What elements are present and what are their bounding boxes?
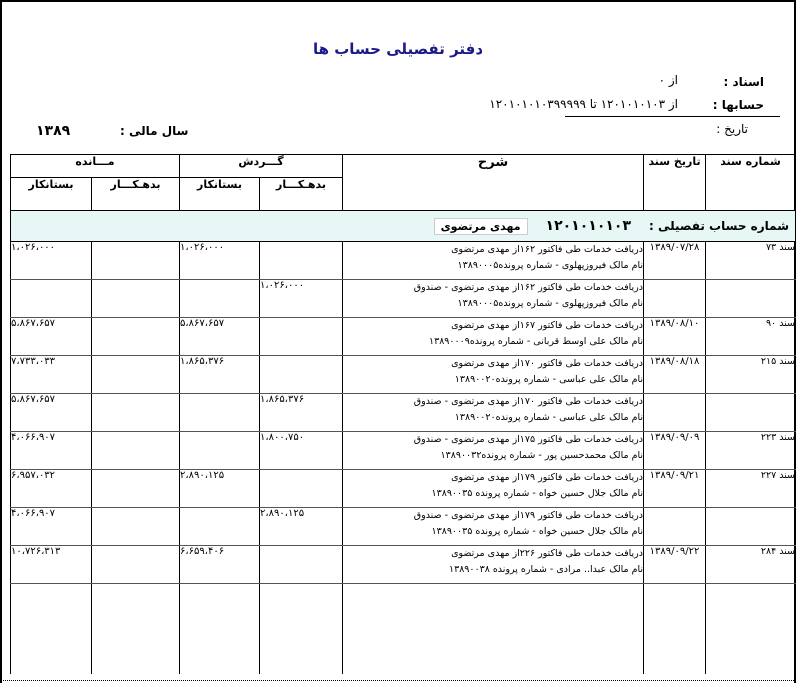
doc-date-cell [644, 508, 706, 546]
doc-date-cell [644, 280, 706, 318]
doc-no-cell: سند ۹۰ [706, 318, 796, 356]
turnover-header: گـــردش [180, 155, 343, 178]
balance-debit-cell [92, 280, 180, 318]
doc-date-cell: ۱۳۸۹/۰۸/۱۰ [644, 318, 706, 356]
accounts-label: حسابها : [712, 98, 764, 112]
description-cell [343, 242, 644, 280]
table-row [11, 242, 796, 280]
doc-no-cell [706, 394, 796, 432]
description-line-1: دریافت خدمات طی فاکتور ۱۷۰از مهدی مرتضوی - صندوق [413, 396, 644, 407]
doc-no-cell: سند ۲۸۴ [706, 546, 796, 584]
doc-no-cell: سند ۲۲۷ [706, 470, 796, 508]
debit-cell [260, 356, 343, 394]
description-cell [343, 432, 644, 470]
doc-no-header: شماره سند [706, 155, 796, 211]
account-name: مهدی مرتضوی [434, 218, 528, 235]
description-line-2: نام مالک علی اوسط قربانی - شماره پرونده۱۳۸۹۰۰۰۹ [429, 336, 644, 347]
description-cell [343, 394, 644, 432]
description-cell [343, 356, 644, 394]
credit-cell [180, 394, 260, 432]
description-line-2: نام مالک جلال حسین خواه - شماره پرونده ۱۳۸۹۰۰۳۵ [431, 488, 644, 499]
balance-debit-cell [92, 394, 180, 432]
doc-date-cell: ۱۳۸۹/۰۹/۲۱ [644, 470, 706, 508]
balance-credit-cell: ۴،۰۶۶،۹۰۷ [11, 432, 92, 470]
balance-debit-cell [92, 546, 180, 584]
description-cell [343, 280, 644, 318]
debit-cell: ۱،۸۶۵،۳۷۶ [260, 394, 343, 432]
date-label: تاریخ : [716, 122, 748, 136]
balance-credit-header: بستانکار [11, 178, 92, 211]
table-row [11, 394, 796, 432]
doc-date-header: تاریخ سند [644, 155, 706, 211]
frame-left-border [0, 0, 2, 683]
doc-no-cell [706, 280, 796, 318]
description-line-1: دریافت خدمات طی فاکتور ۱۶۲از مهدی مرتضوی [451, 244, 644, 255]
debit-cell: ۲،۸۹۰،۱۲۵ [260, 508, 343, 546]
debit-cell [260, 318, 343, 356]
turnover-debit-header: بدهـکـــار [260, 178, 343, 211]
description-line-2: نام مالک علی عباسی - شماره پرونده۱۳۸۹۰۰۲۰ [454, 412, 644, 423]
table-row [11, 470, 796, 508]
table-row [11, 546, 796, 584]
table-row [11, 356, 796, 394]
credit-cell: ۲،۸۹۰،۱۲۵ [180, 470, 260, 508]
balance-debit-cell [92, 242, 180, 280]
description-line-1: دریافت خدمات طی فاکتور ۱۷۵از مهدی مرتضوی - صندوق [413, 434, 644, 445]
balance-credit-cell: ۵،۸۶۷،۶۵۷ [11, 318, 92, 356]
description-header: شرح [343, 155, 644, 211]
doc-no-cell: سند ۲۱۵ [706, 356, 796, 394]
balance-header: مـــانده [11, 155, 180, 178]
header-underline [565, 116, 780, 117]
doc-no-cell [706, 508, 796, 546]
debit-cell: ۱،۸۰۰،۷۵۰ [260, 432, 343, 470]
accounts-value: از ۱۲۰۱۰۱۰۱۰۳ تا ۱۲۰۱۰۱۰۱۰۳۹۹۹۹۹ [489, 97, 678, 111]
description-line-2: نام مالک محمدحسین پور - شماره پرونده۱۳۸۹۰۰۳۲ [440, 450, 644, 461]
description-line-1: دریافت خدمات طی فاکتور ۱۷۰از مهدی مرتضوی [451, 358, 644, 369]
description-line-1: دریافت خدمات طی فاکتور ۱۷۹از مهدی مرتضوی [451, 472, 644, 483]
frame-top-border [0, 0, 796, 2]
table-row [11, 432, 796, 470]
credit-cell [180, 432, 260, 470]
description-cell [343, 318, 644, 356]
filler-row [11, 584, 796, 675]
doc-date-cell: ۱۳۸۹/۰۹/۲۲ [644, 546, 706, 584]
report-title: دفتر تفصیلی حساب ها [312, 40, 484, 58]
balance-debit-cell [92, 318, 180, 356]
ledger-table [10, 154, 796, 674]
ledger-rows [11, 242, 796, 584]
description-line-2: نام مالک علی عباسی - شماره پرونده۱۳۸۹۰۰۲۰ [454, 374, 644, 385]
description-cell [343, 470, 644, 508]
table-row [11, 280, 796, 318]
balance-credit-cell: ۵،۸۶۷،۶۵۷ [11, 394, 92, 432]
balance-credit-cell: ۴،۰۶۶،۹۰۷ [11, 508, 92, 546]
account-label: شماره حساب تفصیلی : [649, 219, 790, 233]
balance-debit-cell [92, 432, 180, 470]
doc-date-cell: ۱۳۸۹/۰۷/۲۸ [644, 242, 706, 280]
description-line-1: دریافت خدمات طی فاکتور ۱۶۷از مهدی مرتضوی [451, 320, 644, 331]
debit-cell [260, 242, 343, 280]
doc-no-cell: سند ۷۳ [706, 242, 796, 280]
credit-cell: ۵،۸۶۷،۶۵۷ [180, 318, 260, 356]
description-line-1: دریافت خدمات طی فاکتور ۱۶۲از مهدی مرتضوی - صندوق [413, 282, 644, 293]
debit-cell: ۱،۰۲۶،۰۰۰ [260, 280, 343, 318]
description-line-2: نام مالک عبدا.. مرادی - شماره پرونده ۱۳۸۹۰۰۳۸ [448, 564, 644, 575]
description-line-2: نام مالک فیروزپهلوی - شماره پرونده۱۳۸۹۰۰۰۵ [457, 260, 644, 271]
table-row [11, 508, 796, 546]
credit-cell [180, 508, 260, 546]
balance-credit-cell: ۷،۷۳۳،۰۳۳ [11, 356, 92, 394]
balance-debit-cell [92, 356, 180, 394]
doc-date-cell: ۱۳۸۹/۰۸/۱۸ [644, 356, 706, 394]
doc-date-cell [644, 394, 706, 432]
balance-debit-cell [92, 470, 180, 508]
account-row [11, 211, 796, 242]
fiscal-year-label: سال مالی : [120, 124, 189, 138]
documents-value: از ۰ [658, 73, 678, 87]
doc-no-cell: سند ۲۲۳ [706, 432, 796, 470]
debit-cell [260, 546, 343, 584]
balance-debit-header: بدهـکـــار [92, 178, 180, 211]
frame-bottom-dots [0, 680, 796, 681]
balance-debit-cell [92, 508, 180, 546]
fiscal-year-value: ۱۳۸۹ [36, 123, 71, 139]
description-cell [343, 546, 644, 584]
credit-cell [180, 280, 260, 318]
credit-cell: ۶،۶۵۹،۴۰۶ [180, 546, 260, 584]
balance-credit-cell [11, 280, 92, 318]
doc-date-cell: ۱۳۸۹/۰۹/۰۹ [644, 432, 706, 470]
turnover-credit-header: بستانکار [180, 178, 260, 211]
credit-cell: ۱،۰۲۶،۰۰۰ [180, 242, 260, 280]
description-line-1: دریافت خدمات طی فاکتور ۲۲۶از مهدی مرتضوی [451, 548, 644, 559]
description-line-1: دریافت خدمات طی فاکتور ۱۷۹از مهدی مرتضوی - صندوق [413, 510, 644, 521]
description-cell [343, 508, 644, 546]
credit-cell: ۱،۸۶۵،۳۷۶ [180, 356, 260, 394]
header-row-top [11, 155, 796, 178]
account-number: ۱۲۰۱۰۱۰۱۰۳ [545, 218, 631, 234]
balance-credit-cell: ۱۰،۷۲۶،۳۱۳ [11, 546, 92, 584]
balance-credit-cell: ۶،۹۵۷،۰۳۲ [11, 470, 92, 508]
documents-label: اسناد : [723, 75, 764, 89]
account-info [11, 211, 795, 241]
description-line-2: نام مالک فیروزپهلوی - شماره پرونده۱۳۸۹۰۰۰۵ [457, 298, 644, 309]
debit-cell [260, 470, 343, 508]
balance-credit-cell: ۱،۰۲۶،۰۰۰ [11, 242, 92, 280]
table-row [11, 318, 796, 356]
description-line-2: نام مالک جلال حسین خواه - شماره پرونده ۱۳۸۹۰۰۳۵ [431, 526, 644, 537]
